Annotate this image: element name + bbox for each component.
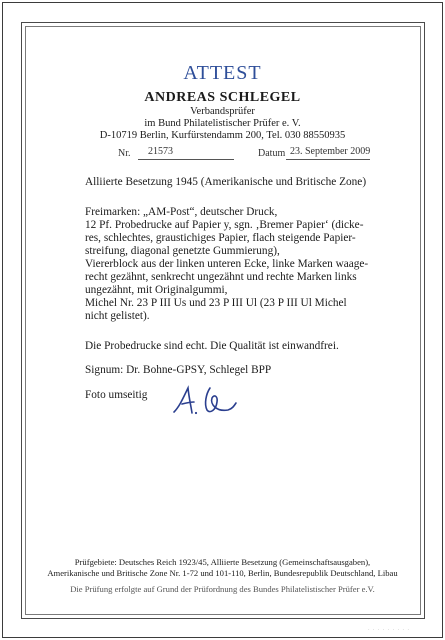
corner-watermark: · · · · · · · · · — [368, 628, 410, 633]
description-line: streifung, diagonal genetzte Gummierung), — [85, 245, 280, 257]
certificate-number: 21573 — [148, 146, 173, 157]
issuer-organization: im Bund Philatelistischer Prüfer e. V. — [144, 118, 301, 129]
photo-note: Foto umseitig — [85, 389, 148, 401]
footer-line-3: Die Prüfung erfolgte auf Grund der Prüfordnung des Bundes Philatelistischer Prüfer e.V. — [70, 584, 375, 594]
issuer-address: D-10719 Berlin, Kurfürstendamm 200, Tel. 030 88550935 — [99, 130, 346, 141]
description-line: nicht gelistet). — [85, 310, 150, 322]
footer-line-2: Amerikanische und Britische Zone Nr. 1-72 und 101-110, Berlin, Bundesrepublik Deutschland, Libau — [47, 568, 398, 578]
issuer-role: Verbandsprüfer — [190, 106, 255, 117]
certificate-number-label: Nr. — [118, 148, 131, 159]
description-line: recht gezähnt, senkrecht ungezähnt und rechte Marken links — [85, 271, 357, 283]
stamp-issue-heading: Alliierte Besetzung 1945 (Amerikanische und Britische Zone) — [85, 176, 367, 188]
description-line: ungezähnt, mit Originalgummi, — [85, 284, 228, 296]
date-underline — [286, 159, 370, 160]
issuer-name: ANDREAS SCHLEGEL — [144, 90, 301, 105]
certificate-date: 23. September 2009 — [290, 146, 371, 157]
footer-line-1: Prüfgebiete: Deutsches Reich 1923/45, Alliierte Besetzung (Gemeinschaftsausgaben), — [74, 557, 371, 567]
certificate-title: ATTEST — [183, 62, 262, 84]
description-line: Freimarken: „AM-Post“, deutscher Druck, — [85, 206, 278, 218]
description-line: res, schlechtes, graustichiges Papier, flach steigende Papier- — [85, 232, 356, 244]
description-line: Michel Nr. 23 P III Us und 23 P III Ul (23 P III Ul Michel — [85, 297, 347, 309]
signum: Signum: Dr. Bohne-GPSY, Schlegel BPP — [85, 364, 272, 376]
description-line: 12 Pf. Probedrucke auf Papier y, sgn. ‚Bremer Papier‘ (dicke- — [85, 219, 364, 231]
number-underline — [138, 159, 234, 160]
verdict: Die Probedrucke sind echt. Die Qualität ist einwandfrei. — [85, 340, 339, 352]
handwritten-signature — [170, 380, 240, 425]
stamp-description — [85, 206, 385, 323]
date-label: Datum — [258, 148, 286, 159]
description-line: Viererblock aus der linken unteren Ecke, linke Marken waage- — [85, 258, 369, 270]
